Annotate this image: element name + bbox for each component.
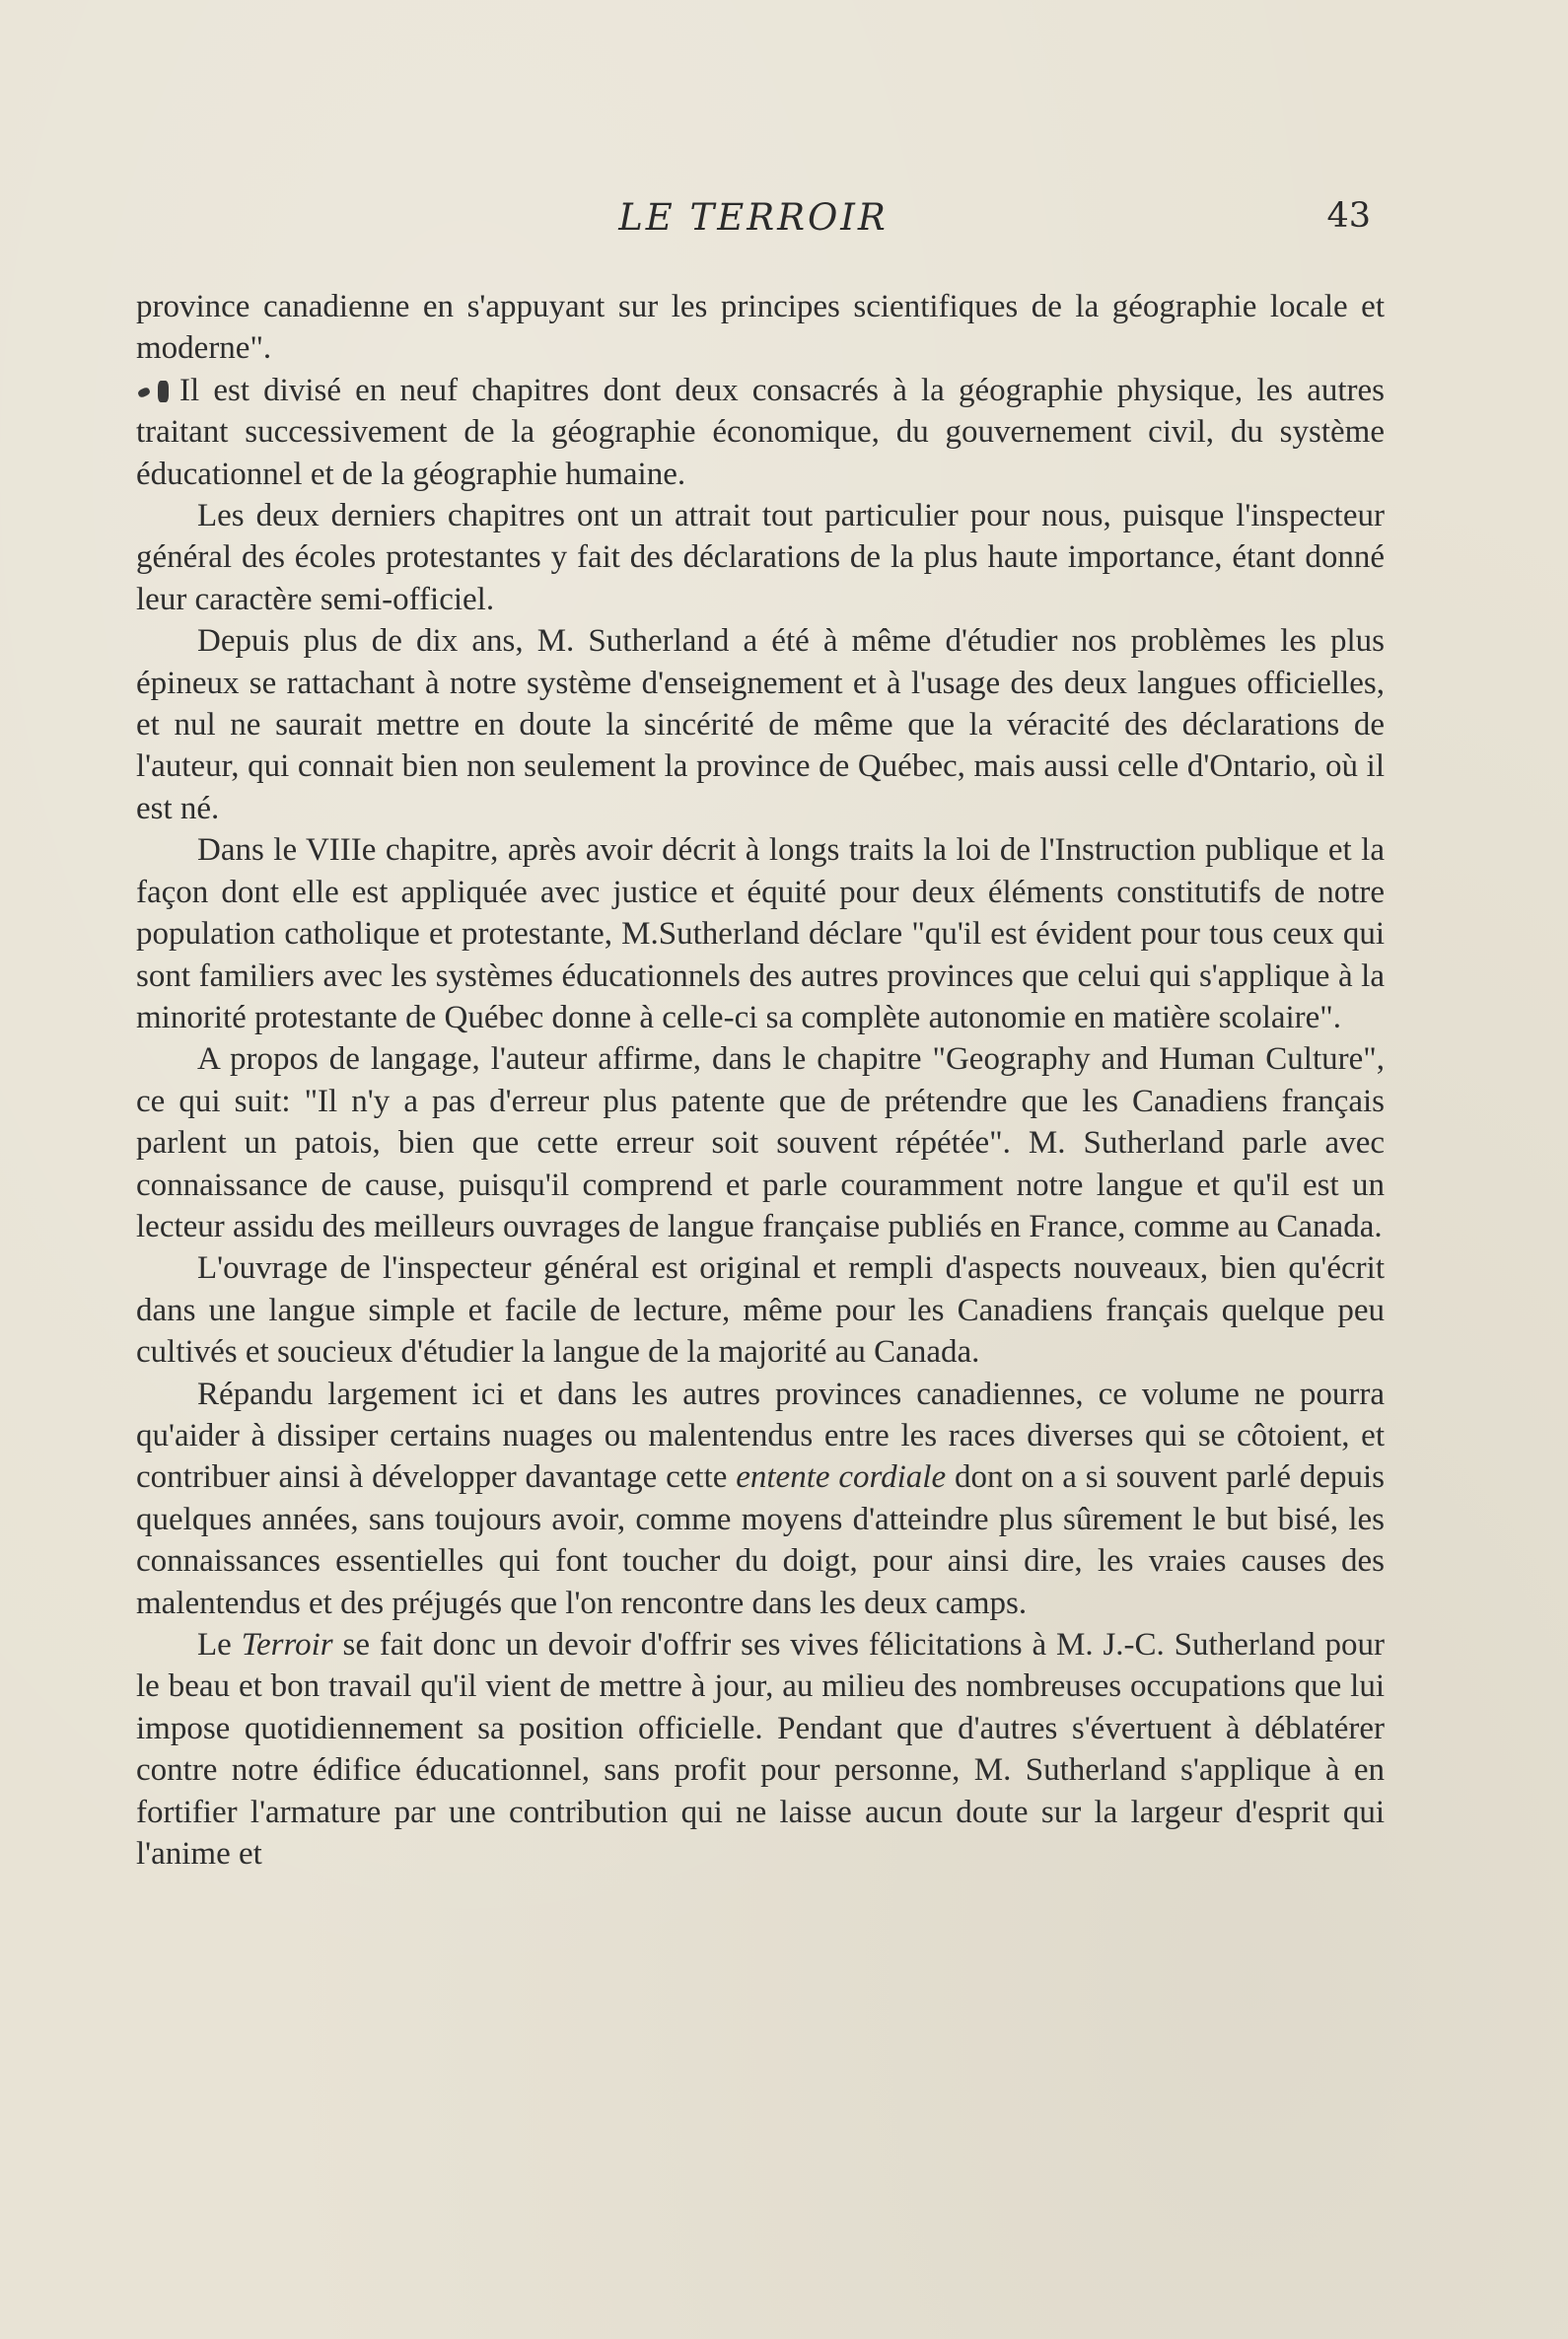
paragraph-9-emphasis: Terroir — [241, 1627, 333, 1663]
paragraph-9-text-a: Le — [197, 1627, 232, 1663]
paragraph-2 — [136, 370, 1385, 495]
paragraph-9 — [136, 1624, 1385, 1875]
paragraph-8-emphasis: entente cordiale — [736, 1459, 947, 1496]
paragraph-8 — [136, 1374, 1385, 1624]
paragraph-8-text-b: dont on a si souvent parlé depuis quelques années, sans toujours avoir, comme moyens d'atteindre plus sûrement le but bisé, les connaissances essentielles qui font toucher du doigt, pour ainsi dire, les vraies causes des malentendus et des préjugés que l'on rencontre dans les deux camps. — [136, 1459, 1386, 1621]
page-number: 43 — [1326, 196, 1371, 236]
paragraph-2-text: Il est divisé en neuf chapitres dont deux consacrés à la géographie physique, les autres traitant successivement de la géographie économique, du gouvernement civil, du système éducationnel et de la géographie humaine. — [136, 372, 1385, 492]
paragraph-6: A propos de langage, l'auteur affirme, dans le chapitre "Geography and Human Culture", ce qui suit: "Il n'y a pas d'erreur plus patente que de prétendre que les Canadiens français parlent un patois, bien que cette erreur soit souvent répétée". M. Sutherland parle avec connaissance de cause, puisqu'il comprend et parle couramment notre langue et qu'il est un lecteur assidu des meilleurs ouvrages de langue française publiés en France, comme au Canada. — [136, 1041, 1385, 1244]
paragraph-5: Dans le VIIIe chapitre, après avoir décrit à longs traits la loi de l'Instruction publique et la façon dont elle est appliquée avec justice et équité pour deux éléments constitutifs de notre population catholique et protestante, M.Sutherland déclare "qu'il est évident pour tous ceux qui sont familiers avec les systèmes éducationnels des autres provinces que celui qui s'applique à la minorité protestante de Québec donne à celle-ci sa complète autonomie en matière scolaire". — [136, 832, 1385, 1035]
running-title: LE TERROIR — [618, 196, 889, 239]
paragraph-7: L'ouvrage de l'inspecteur général est original et rempli d'aspects nouveaux, bien qu'écrit dans une langue simple et facile de lecture, même pour les Canadiens français quelque peu cultivés et soucieux d'étudier la langue de la majorité au Canada. — [136, 1250, 1385, 1371]
page-header — [136, 192, 1371, 251]
paragraph-9-text-b: se fait donc un devoir d'offrir ses vives félicitations à M. J.-C. Sutherland pour le beau et bon travail qu'il vient de mettre à jour, au milieu des nombreuses occupations que lui impose quotidiennement sa position officielle. Pendant que d'autres s'évertuent à déblatérer contre notre édifice éducationnel, sans profit pour personne, M. Sutherland s'applique à en fortifier l'armature par une contribution qui ne laisse aucun doute sur la largeur d'esprit qui l'anime et — [136, 1627, 1386, 1873]
paragraph-1: province canadienne en s'appuyant sur les principes scientifiques de la géographie locale et moderne". — [136, 289, 1385, 367]
paragraph-3: Les deux derniers chapitres ont un attrait tout particulier pour nous, puisque l'inspecteur général des écoles protestantes y fait des déclarations de la plus haute importance, étant donné leur caractère semi-officiel. — [136, 498, 1385, 617]
body-text — [136, 286, 1385, 1875]
paragraph-4: Depuis plus de dix ans, M. Sutherland a été à même d'étudier nos problèmes les plus épineux se rattachant à notre système d'enseignement et à l'usage des deux langues officielles, et nul ne saurait mettre en doute la sincérité de même que la véracité des déclarations de l'auteur, qui connait bien non seulement la province de Québec, mais aussi celle d'Ontario, où il est né. — [136, 623, 1385, 826]
paragraph-8-text-a: Répandu largement ici et dans les autres provinces canadiennes, ce volume ne pourra qu'aider à dissiper certains nuages ou malentendus entre les races diverses qui se côtoient, et contribuer ainsi à développer davantage cette — [136, 1376, 1385, 1496]
ink-smudge-icon — [136, 381, 176, 402]
